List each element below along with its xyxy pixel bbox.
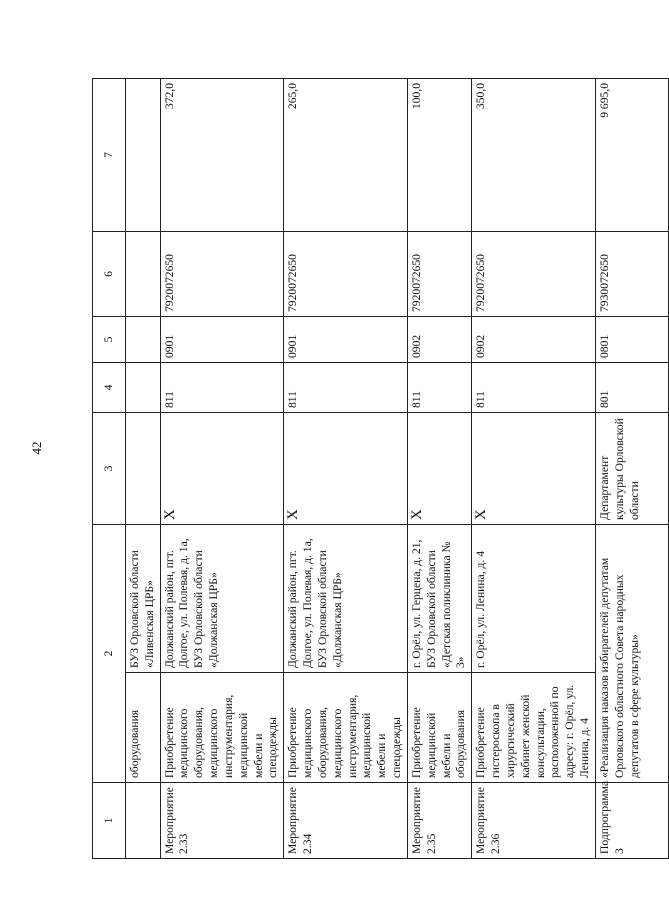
subprogram-code: 801 [595, 362, 668, 412]
table-row [126, 78, 161, 858]
location-cell: Должанский район, пгт. Долгое, ул. Полевая, д. 1а, БУЗ Орловской области «Должанская ЦРБ» [160, 524, 284, 672]
header-cell-2: 2 [93, 524, 126, 782]
code-cell: 811 [407, 362, 471, 412]
section-cell: 0901 [284, 316, 408, 362]
responsible-cell: Х [407, 412, 471, 524]
table-row [472, 78, 596, 858]
subprogram-section: 0801 [595, 316, 668, 362]
activity-cell: Мероприятие 2.33 [160, 783, 284, 859]
location-cell: г. Орёл, ул. Ленина, д. 4 [472, 524, 596, 672]
location-cell: Должанский район, пгт. Долгое, ул. Полевая, д. 1а, БУЗ Орловской области «Должанская ЦРБ» [284, 524, 408, 672]
target-article-cell [126, 231, 161, 316]
amount-cell: 265,0 [284, 78, 408, 231]
subprogram-title: Подпрограмма 3 [595, 783, 668, 859]
activity-cell: Мероприятие 2.35 [407, 783, 471, 859]
header-cell-6: 6 [93, 231, 126, 316]
section-cell: 0902 [407, 316, 471, 362]
header-cell-5: 5 [93, 316, 126, 362]
section-cell: 0901 [160, 316, 284, 362]
responsible-cell: Х [284, 412, 408, 524]
amount-cell: 100,0 [407, 78, 471, 231]
target-article-cell: 7920072650 [407, 231, 471, 316]
section-cell [126, 316, 161, 362]
header-cell-1: 1 [93, 783, 126, 859]
subprogram-amount: 9 695,0 [595, 78, 668, 231]
activity-cell: Мероприятие 2.34 [284, 783, 408, 859]
responsible-cell [126, 412, 161, 524]
rotated-table-container [92, 79, 641, 859]
location-cell: г. Орёл, ул. Герцена, д. 21, БУЗ Орловской области «Детская поликлиника № 3» [407, 524, 471, 672]
activity-cell: Мероприятие 2.36 [472, 783, 596, 859]
amount-cell: 350,0 [472, 78, 596, 231]
section-cell: 0902 [472, 316, 596, 362]
code-cell [126, 362, 161, 412]
header-cell-3: 3 [93, 412, 126, 524]
target-article-cell: 7920072650 [160, 231, 284, 316]
subprogram-target-article: 7930072650 [595, 231, 668, 316]
subprogram-row [595, 78, 668, 858]
budget-table [92, 78, 669, 859]
header-row [93, 78, 126, 858]
description-cell: оборудования [126, 673, 161, 783]
code-cell: 811 [160, 362, 284, 412]
responsible-cell: Х [472, 412, 596, 524]
table-row [160, 78, 284, 858]
description-cell: Приобретение гистероскопа в хирургический кабинет женской консультации, расположенной по адресу: г. Орёл, ул. Ленина, д. 4 [472, 673, 596, 783]
activity-cell [126, 783, 161, 859]
subprogram-responsible: Департамент культуры Орловской области [595, 412, 668, 524]
amount-cell: 372,0 [160, 78, 284, 231]
table-row [284, 78, 408, 858]
subprogram-description: «Реализация наказов избирателей депутатам Орловского областного Совета народных депутатов в сфере культуры» [595, 524, 668, 782]
header-cell-7: 7 [93, 78, 126, 231]
description-cell: Приобретение медицинской мебели и оборудования [407, 673, 471, 783]
responsible-cell: Х [160, 412, 284, 524]
page-number: 42 [29, 441, 44, 455]
location-cell: БУЗ Орловской области «Ливенская ЦРБ» [126, 524, 161, 672]
header-cell-4: 4 [93, 362, 126, 412]
code-cell: 811 [284, 362, 408, 412]
target-article-cell: 7920072650 [472, 231, 596, 316]
amount-cell [126, 78, 161, 231]
code-cell: 811 [472, 362, 596, 412]
target-article-cell: 7920072650 [284, 231, 408, 316]
description-cell: Приобретение медицинского оборудования, медицинского инструментария, медицинской мебели и спецодежды [160, 673, 284, 783]
table-row [407, 78, 471, 858]
description-cell: Приобретение медицинского оборудования, медицинского инструментария, медицинской мебели и спецодежды [284, 673, 408, 783]
